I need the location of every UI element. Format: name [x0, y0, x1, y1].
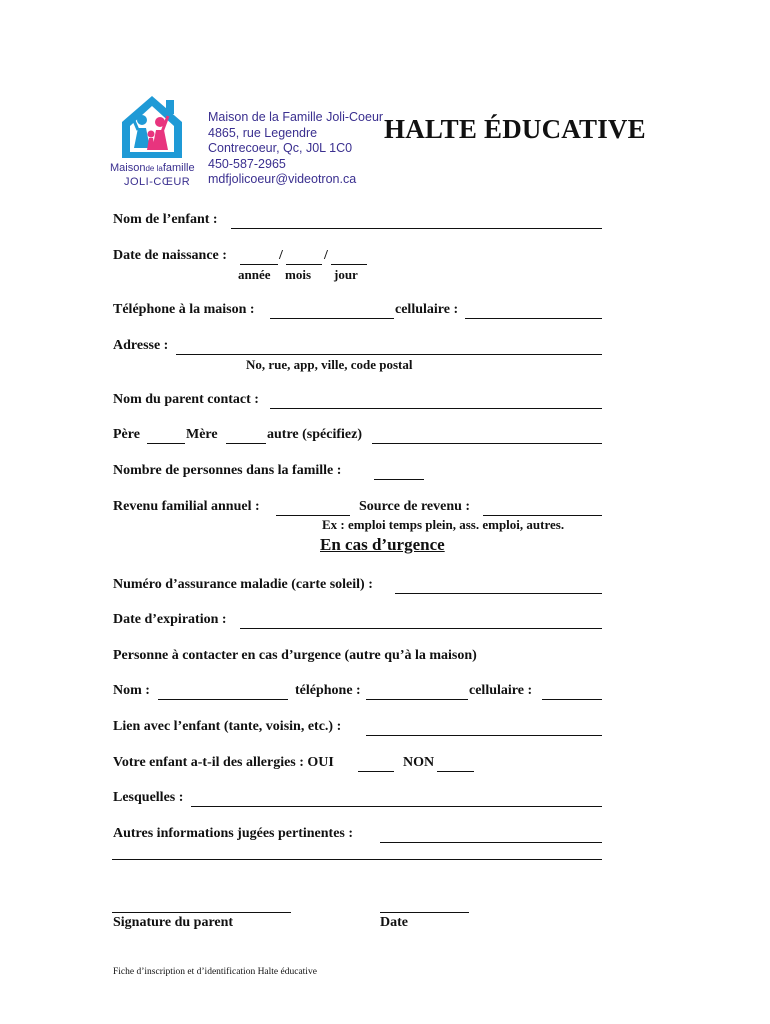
which-allergies-label: Lesquelles : — [113, 790, 184, 805]
health-card-label: Numéro d’assurance maladie (carte soleil) : — [113, 577, 373, 592]
cell-phone-field[interactable] — [465, 318, 602, 319]
home-phone-label: Téléphone à la maison : — [113, 302, 255, 317]
mother-checkbox-line[interactable] — [226, 443, 266, 444]
emergency-cell-field[interactable] — [542, 699, 602, 700]
parent-signature-field[interactable] — [112, 912, 291, 913]
logo — [110, 92, 202, 188]
org-street: 4865, rue Legendre — [208, 125, 318, 140]
org-email: mdfjolicoeur@videotron.ca — [208, 172, 357, 186]
child-name-field[interactable] — [231, 228, 602, 229]
org-phone: 450-587-2965 — [208, 156, 286, 171]
home-phone-field[interactable] — [270, 318, 394, 319]
income-source-label: Source de revenu : — [359, 499, 471, 514]
relationship-label: Lien avec l’enfant (tante, voisin, etc.) : — [113, 719, 342, 734]
other-info-field-line2[interactable] — [112, 859, 602, 860]
emergency-cell-label: cellulaire : — [469, 683, 533, 698]
emergency-phone-field[interactable] — [366, 699, 468, 700]
allergies-yes-field[interactable] — [358, 771, 394, 772]
emergency-contact-label: Personne à contacter en cas d’urgence (autre qu’à la maison) — [113, 648, 477, 663]
cell-phone-label: cellulaire : — [395, 302, 459, 317]
emergency-phone-label: téléphone : — [295, 683, 361, 698]
allergies-no-label: NON — [403, 755, 435, 770]
page-title: HALTE ÉDUCATIVE — [384, 114, 646, 144]
father-checkbox-line[interactable] — [147, 443, 185, 444]
household-size-field[interactable] — [374, 479, 424, 480]
other-field[interactable] — [372, 443, 602, 444]
emergency-name-field[interactable] — [158, 699, 288, 700]
household-size-label: Nombre de personnes dans la famille : — [113, 463, 342, 478]
emergency-name-label: Nom : — [113, 683, 150, 698]
org-city: Contrecoeur, Qc, J0L 1C0 — [208, 141, 353, 155]
signature-date-field[interactable] — [380, 912, 469, 913]
income-label: Revenu familial annuel : — [113, 499, 260, 514]
house-family-icon — [110, 92, 202, 162]
birth-month-field[interactable] — [286, 264, 322, 265]
expiration-field[interactable] — [240, 628, 602, 629]
birth-year-field[interactable] — [240, 264, 278, 265]
income-field[interactable] — [276, 515, 350, 516]
expiration-label: Date d’expiration : — [113, 612, 227, 627]
address-label: Adresse : — [113, 338, 169, 353]
org-name: Maison de la Famille Joli-Coeur — [208, 110, 384, 124]
allergies-label: Votre enfant a-t-il des allergies : OUI — [113, 755, 334, 770]
logo-text-line2: JOLI-CŒUR — [124, 176, 191, 188]
other-info-field[interactable] — [380, 842, 602, 843]
child-name-label: Nom de l’enfant : — [113, 212, 218, 227]
date-hint-day: jour — [334, 267, 358, 282]
signature-date-label: Date — [380, 915, 408, 930]
other-label: autre (spécifiez) — [267, 427, 362, 442]
health-card-field[interactable] — [395, 593, 602, 594]
father-label: Père — [113, 427, 140, 442]
date-slash-1: / — [279, 248, 283, 263]
birth-day-field[interactable] — [331, 264, 367, 265]
other-info-label: Autres informations jugées pertinentes : — [113, 826, 354, 841]
allergies-no-field[interactable] — [437, 771, 474, 772]
page-footer: Fiche d’inscription et d’identification Halte éducative — [113, 967, 317, 977]
which-allergies-field[interactable] — [191, 806, 602, 807]
address-field[interactable] — [176, 354, 602, 355]
income-source-hint: Ex : emploi temps plein, ass. emploi, autres. — [322, 517, 565, 532]
logo-text-line1: Maisonde lafamille — [110, 162, 195, 174]
parent-contact-label: Nom du parent contact : — [113, 392, 259, 407]
date-slash-2: / — [324, 248, 328, 263]
date-hint-month: mois — [285, 267, 311, 282]
income-source-field[interactable] — [483, 515, 602, 516]
date-hint-year: année — [238, 267, 271, 282]
relationship-field[interactable] — [366, 735, 602, 736]
mother-label: Mère — [186, 427, 218, 442]
parent-signature-label: Signature du parent — [113, 915, 234, 930]
birthdate-label: Date de naissance : — [113, 248, 227, 263]
parent-contact-field[interactable] — [270, 408, 602, 409]
emergency-heading: En cas d’urgence — [320, 535, 445, 554]
address-hint: No, rue, app, ville, code postal — [246, 357, 413, 372]
org-address-block — [208, 110, 383, 188]
